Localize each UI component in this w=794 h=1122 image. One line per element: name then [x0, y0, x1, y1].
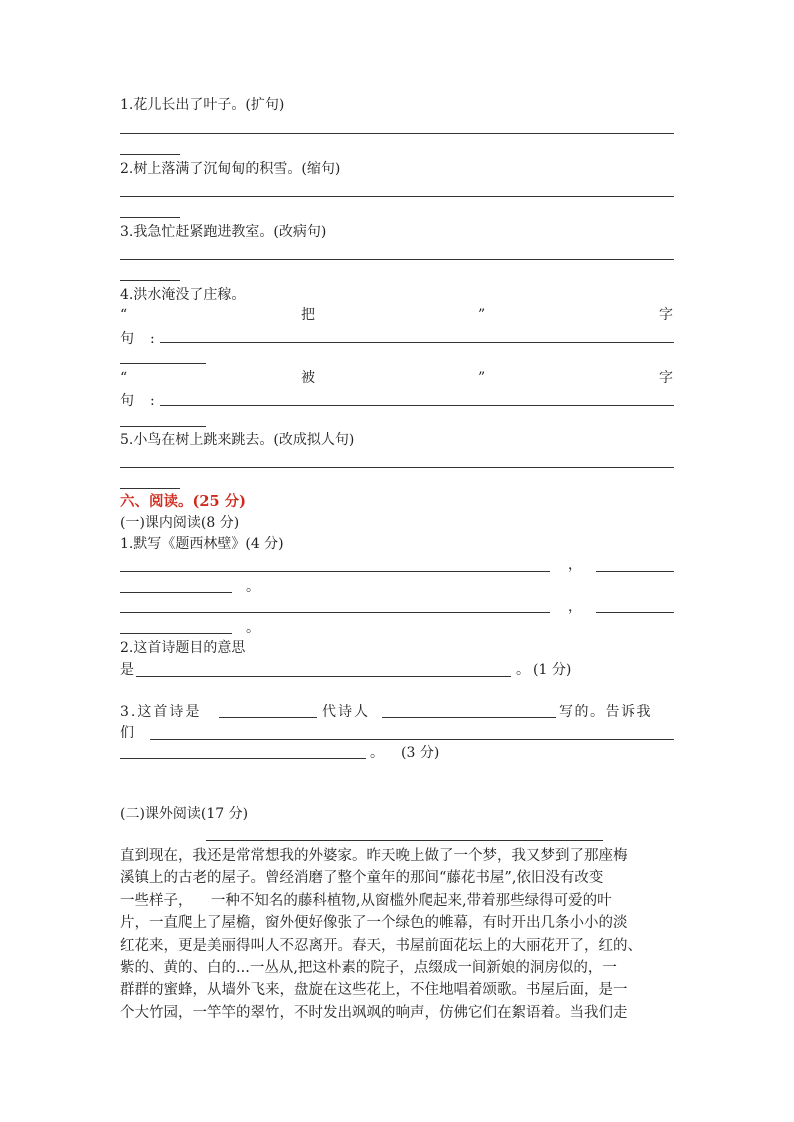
answer-line-short[interactable] [120, 488, 180, 489]
ba-word: 把 [301, 307, 315, 323]
answer-line[interactable] [120, 467, 674, 468]
colon: : [150, 331, 155, 347]
answer-line-short[interactable] [120, 363, 206, 364]
answer-line-short[interactable] [120, 280, 180, 281]
message-answer-line-2[interactable] [120, 758, 366, 759]
bei-answer-line[interactable] [160, 405, 674, 406]
question-2-title-meaning: 2.这首诗题目的意思 [120, 640, 246, 656]
part-heading-extracurricular: (二)课外阅读(17 分) [120, 806, 249, 822]
period: 。 [246, 620, 260, 636]
quote-close: ” [478, 307, 486, 323]
score-3: (3 分) [401, 745, 440, 761]
period: 。 [370, 745, 384, 761]
passage-line: 紫的、黄的、白的...一丛从,把这朴素的院子，点缀成一间新娘的洞房似的，一 [120, 960, 617, 977]
section-heading-reading: 六、阅读。(25 分) [120, 493, 246, 510]
poem-line-3b[interactable] [596, 612, 674, 613]
q3-text-b: 代诗人 [322, 704, 370, 720]
question-1-dictation: 1.默写《题西林壁》(4 分) [120, 536, 284, 552]
poem-line-3a[interactable] [120, 612, 550, 613]
poem-line-1a[interactable] [120, 571, 550, 572]
reading-passage [120, 845, 676, 1024]
question-4-transform: 4.洪水淹没了庄稼。 [120, 287, 246, 303]
question-3-correct: 3.我急忙赶紧跑进教室。(改病句) [120, 224, 327, 240]
comma: ， [568, 557, 582, 573]
poem-line-4[interactable] [120, 633, 232, 634]
period: 。 [516, 662, 530, 678]
passage-line: 群群的蜜蜂，从墙外飞来，盘旋在这些花上，不住地唱着颂歌。书屋后面，是一 [120, 982, 628, 999]
poem-line-1b[interactable] [596, 571, 674, 572]
quote-close: ” [478, 370, 486, 386]
passage-line: 红花来，更是美丽得叫人不忍离开。春天，书屋前面花坛上的大丽花开了，红的、 [120, 937, 642, 954]
quote-open: “ [120, 370, 128, 386]
answer-line[interactable] [120, 133, 674, 134]
q3-text-d: 们 [120, 725, 134, 741]
zi-char: 字 [659, 370, 673, 386]
zi-char: 字 [659, 307, 673, 323]
bei-word: 被 [301, 370, 315, 386]
passage-title-blank[interactable] [206, 840, 603, 841]
q3-text-a: 3.这首诗是 [120, 704, 202, 720]
poem-line-2[interactable] [120, 592, 232, 593]
question-1-expand: 1.花儿长出了叶子。(扩句) [120, 97, 285, 113]
poet-answer-line[interactable] [382, 717, 556, 718]
dynasty-answer-line[interactable] [219, 717, 317, 718]
answer-line-short[interactable] [120, 426, 206, 427]
passage-line: 溪镇上的古老的屋子。曾经消磨了整个童年的那间“藤花书屋”,依旧没有改变 [120, 870, 604, 887]
question-2-shorten: 2.树上落满了沉甸甸的积雪。(缩句) [120, 161, 341, 177]
colon: : [150, 393, 155, 409]
q3-text-c: 写的。告诉我 [559, 704, 652, 720]
ju-char: 句 [120, 331, 134, 347]
message-answer-line[interactable] [150, 739, 674, 740]
score-1: (1 分) [533, 662, 572, 678]
part-heading-in-class: (一)课内阅读(8 分) [120, 515, 240, 531]
passage-line: 直到现在，我还是常常想我的外婆家。昨天晚上做了一个梦，我又梦到了那座梅 [120, 848, 628, 864]
quote-open: “ [120, 307, 128, 323]
answer-line[interactable] [120, 196, 674, 197]
comma: ， [568, 599, 582, 615]
passage-line: 片，一直爬上了屋檐，窗外便好像张了一个绿色的帷幕，有时开出几条小小的淡 [120, 915, 628, 932]
answer-line[interactable] [120, 259, 674, 260]
period: 。 [246, 579, 260, 595]
q2-prefix: 是 [120, 662, 134, 678]
title-meaning-answer-line[interactable] [136, 676, 511, 677]
question-5-personify: 5.小鸟在树上跳来跳去。(改成拟人句) [120, 432, 355, 448]
answer-line-short[interactable] [120, 217, 180, 218]
passage-line: 个大竹园，一竿竿的翠竹，不时发出飒飒的响声，仿佛它们在絮语着。当我们走 [120, 1004, 628, 1021]
ba-answer-line[interactable] [160, 342, 674, 343]
passage-line: 一些样子， 一种不知名的藤科植物,从窗槛外爬起来,带着那些绿得可爱的叶 [120, 892, 612, 909]
answer-line-short[interactable] [120, 154, 180, 155]
ju-char: 句 [120, 393, 134, 409]
